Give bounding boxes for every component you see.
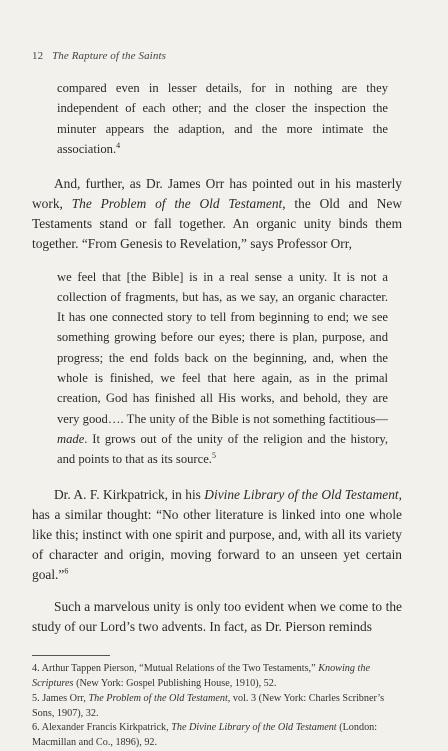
block-quote-orr	[57, 267, 402, 470]
block-quote-pierson	[57, 78, 402, 159]
paragraph-advents	[32, 597, 402, 637]
paragraph-text: And, further, as Dr. James Orr has pointed out in his masterly work,	[32, 176, 402, 212]
emphasis: made	[57, 431, 85, 446]
paragraph-text: , has a similar thought: “No other literature is linked into one whole like this; instinct with one spirit and purpose, and, with all its variety of character and origin, moving forward to an unseen yet certain goal.”	[32, 486, 402, 582]
paragraph-text: Such a marvelous unity is only too evident when we come to the study of our Lord’s two advents. In fact, as Dr. Pierson reminds	[32, 599, 402, 635]
work-title: The Divine Library of the Old Testament	[171, 722, 337, 734]
paragraph-text: , the Old and New Testaments stand or fall together. An organic unity binds them together. “From Genesis to Revelation,” says Professor Orr,	[32, 196, 402, 252]
footnote-6: 6. Alexander Francis Kirkpatrick, The Divine Library of the Old Testament (London: Macmillan and Co., 1896), 92.	[32, 722, 378, 749]
footnote-divider	[32, 655, 110, 656]
work-title: The Problem of the Old Testament	[71, 196, 283, 212]
quote-text: we feel that [the Bible] is in a real sense a unity. It is not a collection of fragments, but has, as we say, an organic character. It has one connected story to tell from beginning to end; we see something growing before our eyes; there is plan, purpose, and progress; the end folds back on the beginning, and, when the whole is finished, we feel that here again, as in the primal creation, God has finished all His works, and behold, they are very good…. The unity of the Bible is not something factitious—	[57, 269, 388, 426]
footnote-ref[interactable]: 4	[116, 140, 121, 150]
work-title: Divine Library of the Old Testament	[204, 486, 399, 502]
work-title: Knowing the Scriptures	[32, 663, 370, 689]
work-title: The Problem of the Old Testament	[88, 692, 228, 704]
paragraph-text: Dr. A. F. Kirkpatrick, in his	[54, 486, 205, 502]
paragraph-orr	[32, 174, 402, 254]
quote-text: . It grows out of the unity of the religion and the history, and points to that as its source.	[57, 431, 388, 467]
page-number: 12	[32, 50, 44, 62]
quote-text: compared even in lesser details, for in nothing are they independent of each other; and the closer the inspection the minuter appears the adaption, and the more intimate the association.	[57, 81, 388, 156]
footnote-5: 5. James Orr, The Problem of the Old Testament, vol. 3 (New York: Charles Scribner’s Sons, 1907), 32.	[32, 692, 385, 719]
book-title: The Rapture of the Saints	[52, 50, 166, 62]
running-head	[32, 50, 402, 62]
paragraph-kirkpatrick	[32, 485, 402, 585]
footnote-4: 4. Arthur Tappen Pierson, “Mutual Relations of the Two Testaments,” Knowing the Scriptures (New York: Gospel Publishing House, 1910), 52.	[32, 663, 370, 689]
footnote-ref[interactable]: 5	[211, 451, 216, 461]
footnote-ref[interactable]: 6	[64, 566, 69, 576]
